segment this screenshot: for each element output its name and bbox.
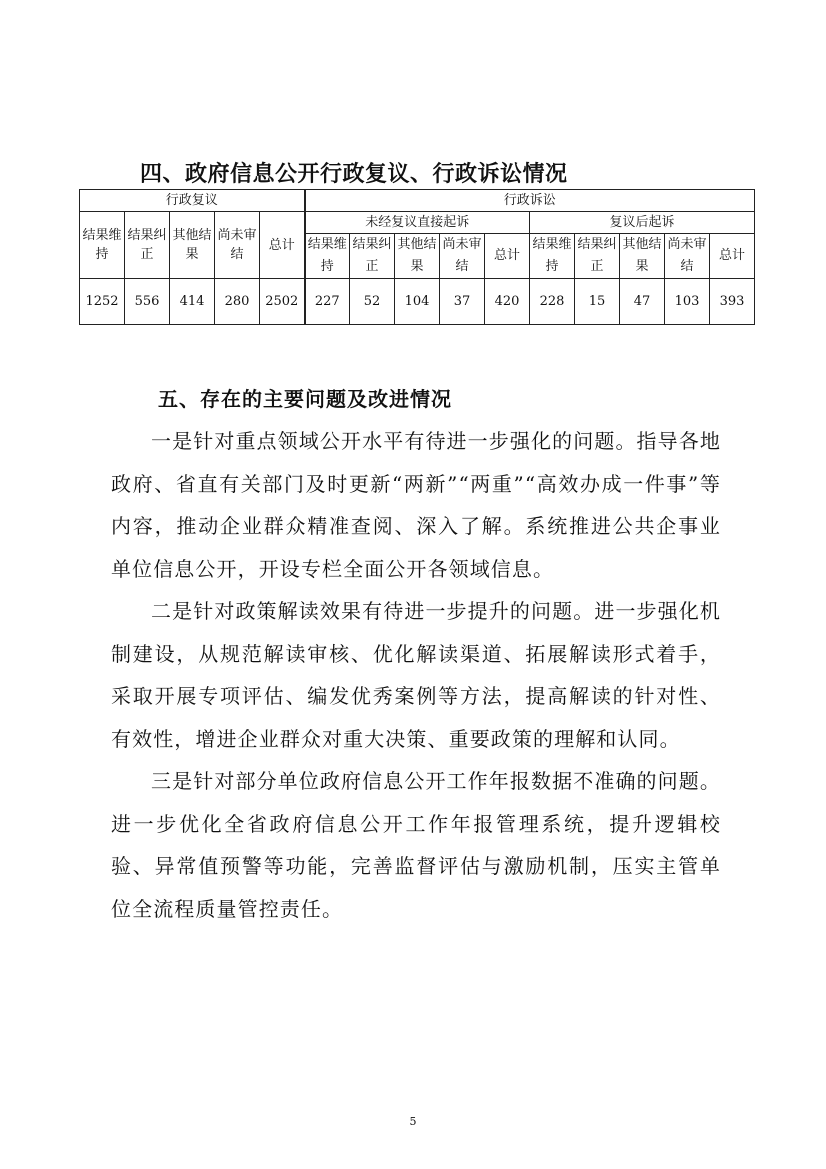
col-header: 尚未审结 (215, 212, 260, 279)
page-number: 5 (409, 1115, 417, 1128)
header-litigation: 行政诉讼 (305, 190, 755, 212)
table-cell: 47 (620, 279, 665, 325)
header-direct-suit: 未经复议直接起诉 (305, 212, 530, 234)
col-header: 结果纠正 (125, 212, 170, 279)
col-header: 总计 (710, 234, 755, 279)
section5-body (111, 420, 721, 930)
table-cell: 414 (170, 279, 215, 325)
col-header: 结果纠正 (575, 234, 620, 279)
header-after-review-suit: 复议后起诉 (530, 212, 755, 234)
col-header: 结果维持 (80, 212, 125, 279)
section5-title: 五、存在的主要问题及改进情况 (158, 387, 452, 411)
table-cell: 15 (575, 279, 620, 325)
table-cell: 37 (440, 279, 485, 325)
table-cell: 2502 (260, 279, 305, 325)
table-cell: 420 (485, 279, 530, 325)
paragraph: 二是针对政策解读效果有待进一步提升的问题。进一步强化机制建设，从规范解读审核、优化解读渠道、拓展解读形式着手，采取开展专项评估、编发优秀案例等方法，提高解读的针对性、有效性，增进企业群众对重大决策、重要政策的理解和认同。 (111, 599, 721, 751)
col-header: 总计 (485, 234, 530, 279)
col-header: 其他结果 (395, 234, 440, 279)
col-header: 结果维持 (305, 234, 350, 279)
table-cell: 52 (350, 279, 395, 325)
table-row (80, 279, 755, 325)
table-cell: 1252 (80, 279, 125, 325)
col-header: 结果纠正 (350, 234, 395, 279)
col-header: 尚未审结 (665, 234, 710, 279)
table-cell: 556 (125, 279, 170, 325)
col-header: 其他结果 (170, 212, 215, 279)
table-cell: 104 (395, 279, 440, 325)
col-header: 尚未审结 (440, 234, 485, 279)
header-review: 行政复议 (80, 190, 305, 212)
table-cell: 103 (665, 279, 710, 325)
col-header: 其他结果 (620, 234, 665, 279)
table-cell: 227 (305, 279, 350, 325)
col-header: 结果维持 (530, 234, 575, 279)
table-cell: 228 (530, 279, 575, 325)
review-litigation-table (79, 189, 755, 325)
col-header: 总计 (260, 212, 305, 279)
paragraph: 三是针对部分单位政府信息公开工作年报数据不准确的问题。进一步优化全省政府信息公开工作年报管理系统，提升逻辑校验、异常值预警等功能，完善监督评估与激励机制，压实主管单位全流程质量管控责任。 (111, 769, 721, 921)
paragraph: 一是针对重点领域公开水平有待进一步强化的问题。指导各地政府、省直有关部门及时更新“两新”“两重”“高效办成一件事”等内容，推动企业群众精准查阅、深入了解。系统推进公共企事业单位信息公开，开设专栏全面公开各领域信息。 (111, 429, 721, 581)
table-cell: 393 (710, 279, 755, 325)
section4-title: 四、政府信息公开行政复议、行政诉讼情况 (140, 162, 568, 187)
table-cell: 280 (215, 279, 260, 325)
